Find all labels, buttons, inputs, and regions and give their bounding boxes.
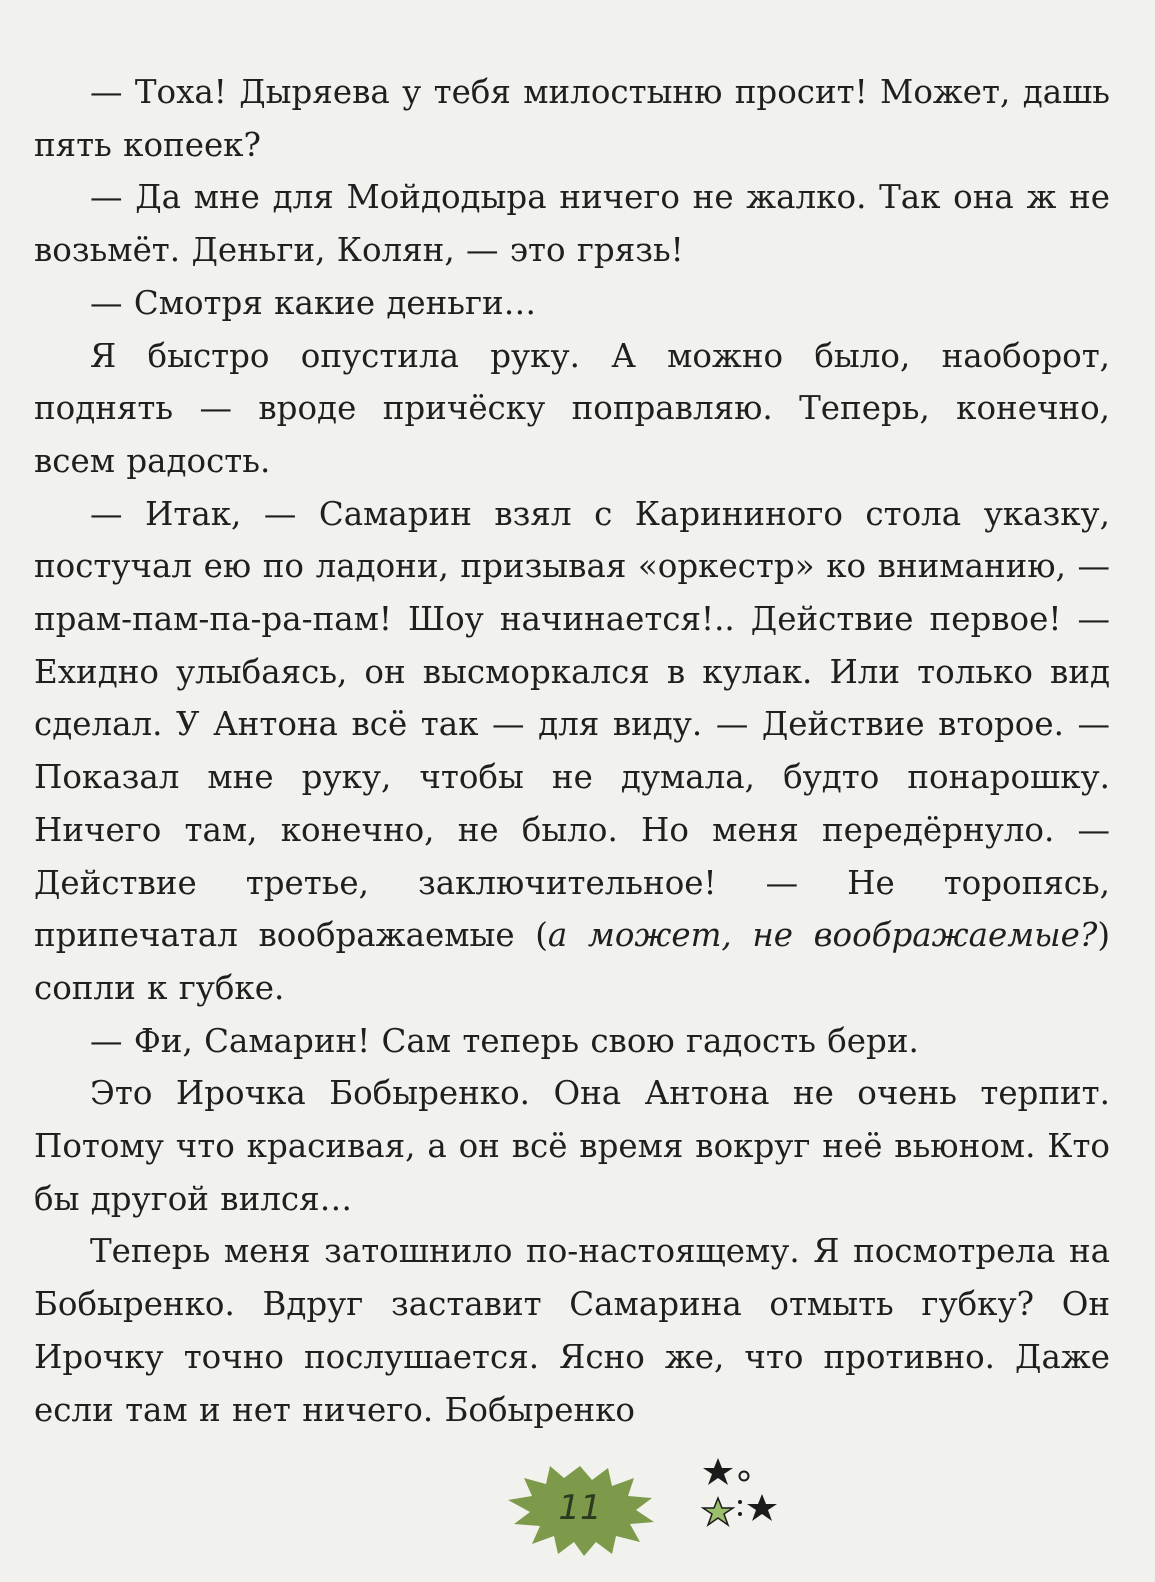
star-icon bbox=[703, 1458, 733, 1485]
star-cluster bbox=[700, 1458, 800, 1558]
text-block bbox=[34, 66, 1110, 1436]
star-icon bbox=[747, 1494, 777, 1521]
star-icon bbox=[703, 1498, 733, 1525]
paragraph-5-open: ( bbox=[514, 916, 548, 955]
paragraph-5-main: — Итак, — Самарин взял с Карининого стола указку, постучал ею по ладони, призывая «оркестр» ко вниманию, — прам-пам-па-ра-пам! Шоу начинается!.. Действие первое! — Ехидно улыбаясь, он высморкался в кулак. Или только вид сделал. У Антона всё так — для виду. — Действие второе. — Показал мне руку, чтобы не думала, будто понарошку. Ничего там, конечно, не было. Но меня передёрнуло. — Действие третье, заключительное! — Не торопясь, припечатал воображаемые bbox=[34, 494, 1110, 955]
page-footer bbox=[500, 1458, 800, 1568]
italic-aside: а может, не воображаемые? bbox=[547, 916, 1098, 955]
paragraph-8: Теперь меня затошнило по-настоящему. Я посмотрела на Бобыренко. Вдруг заставит Самарина отмыть губку? Он Ирочку точно послушается. Ясно же, что противно. Даже если там и нет ничего. Бобыренко bbox=[34, 1232, 1110, 1429]
paragraph-1: — Тоха! Дыряева у тебя милостыню просит! Может, дашь пять копеек? bbox=[34, 73, 1110, 164]
paragraph-5 bbox=[34, 488, 1110, 1015]
paragraph-7: Это Ирочка Бобыренко. Она Антона не очень терпит. Потому что красивая, а он всё время вокруг неё вьюном. Кто бы другой вился… bbox=[34, 1074, 1110, 1218]
paragraph-4: Я быстро опустила руку. А можно было, наоборот, поднять — вроде причёску поправляю. Теперь, конечно, всем радость. bbox=[34, 336, 1110, 480]
paragraph-3: — Смотря какие деньги… bbox=[90, 283, 537, 322]
paragraph-6: — Фи, Самарин! Сам теперь свою гадость бери. bbox=[90, 1021, 919, 1060]
paragraph-5-close: ) сопли к губке. bbox=[34, 916, 1110, 1007]
paragraph-2: — Да мне для Мойдодыра ничего не жалко. Так она ж не возьмёт. Деньги, Колян, — это грязь! bbox=[34, 178, 1110, 270]
page-number: 11 bbox=[558, 1488, 602, 1528]
circle-icon bbox=[740, 1472, 749, 1481]
